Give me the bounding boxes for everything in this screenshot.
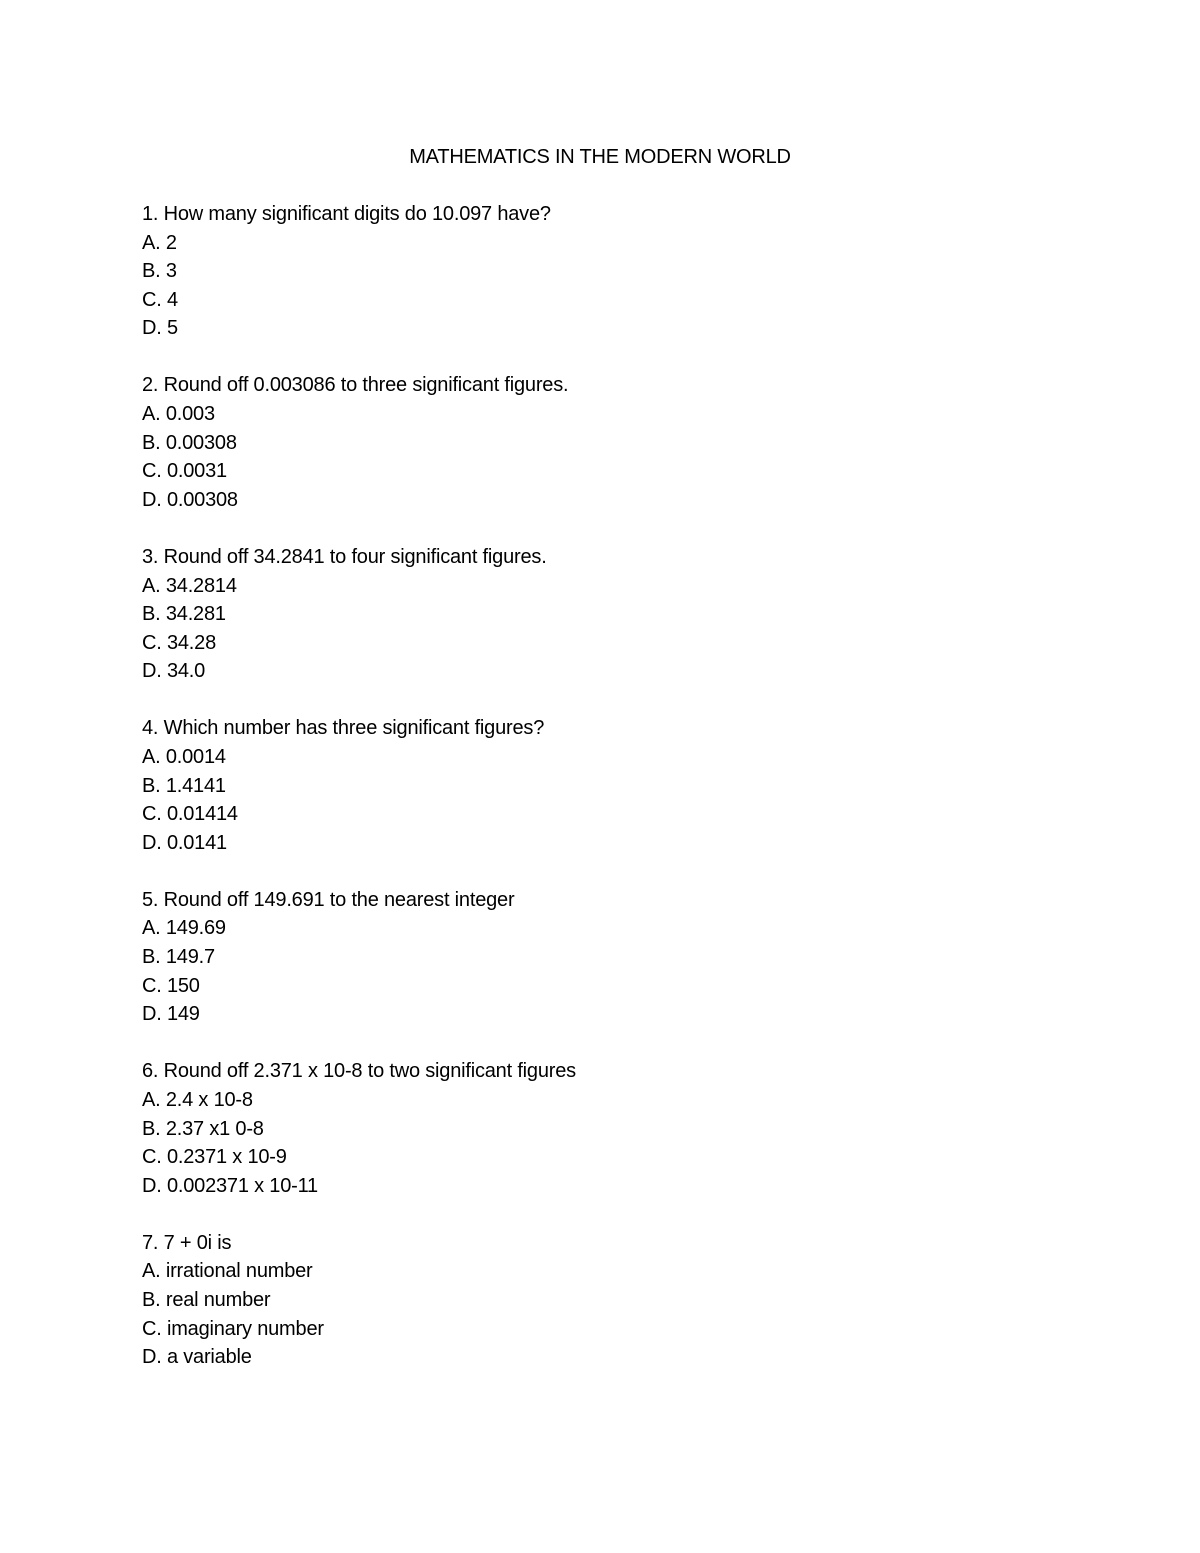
answer-option-b: B. 3 [142, 260, 177, 283]
question-3 [142, 543, 1042, 686]
answer-option-a: A. 2.4 x 10-8 [142, 1088, 253, 1111]
answer-option-c: C. 34.28 [142, 631, 217, 654]
question-prompt: 3. Round off 34.2841 to four significant figures. [142, 545, 547, 568]
answer-option-c: C. imaginary number [142, 1317, 324, 1340]
answer-option-d: D. 149 [142, 1003, 200, 1026]
answer-option-b: B. 2.37 x1 0-8 [142, 1117, 264, 1140]
question-5 [142, 886, 1042, 1029]
question-prompt: 6. Round off 2.371 x 10-8 to two significant figures [142, 1060, 576, 1083]
question-6 [142, 1057, 1042, 1200]
question-1 [142, 200, 1042, 343]
answer-option-b: B. 149.7 [142, 946, 215, 969]
question-2 [142, 371, 1042, 514]
answer-option-a: A. 2 [142, 231, 177, 254]
answer-option-d: D. 0.00308 [142, 488, 238, 511]
answer-option-a: A. 0.0014 [142, 746, 226, 768]
answer-option-c: C. 4 [142, 288, 178, 311]
question-list [142, 200, 1042, 1400]
document-title: MATHEMATICS IN THE MODERN WORLD [409, 146, 791, 168]
question-prompt: 5. Round off 149.691 to the nearest integer [142, 888, 515, 911]
answer-option-c: C. 150 [142, 974, 200, 997]
answer-option-a: A. 149.69 [142, 917, 226, 940]
answer-option-c: C. 0.01414 [142, 803, 238, 826]
question-prompt: 2. Round off 0.003086 to three significant figures. [142, 374, 569, 397]
answer-option-c: C. 0.0031 [142, 460, 227, 483]
answer-option-d: D. 0.002371 x 10-11 [142, 1174, 318, 1197]
answer-option-b: B. 34.281 [142, 603, 226, 626]
question-4 [142, 714, 1042, 857]
answer-option-d: D. 5 [142, 317, 178, 340]
question-7 [142, 1229, 1042, 1372]
answer-option-a: A. 34.2814 [142, 574, 237, 597]
question-prompt: 1. How many significant digits do 10.097 have? [142, 203, 551, 225]
answer-option-d: D. 0.0141 [142, 831, 227, 854]
answer-option-b: B. real number [142, 1289, 271, 1311]
answer-option-a: A. irrational number [142, 1260, 313, 1283]
answer-option-b: B. 0.00308 [142, 431, 237, 454]
question-prompt: 4. Which number has three significant figures? [142, 717, 545, 740]
answer-option-d: D. a variable [142, 1346, 252, 1369]
answer-option-c: C. 0.2371 x 10-9 [142, 1146, 287, 1169]
answer-option-b: B. 1.4141 [142, 774, 226, 797]
answer-option-a: A. 0.003 [142, 403, 215, 426]
question-prompt: 7. 7 + 0i is [142, 1231, 232, 1254]
answer-option-d: D. 34.0 [142, 660, 206, 683]
